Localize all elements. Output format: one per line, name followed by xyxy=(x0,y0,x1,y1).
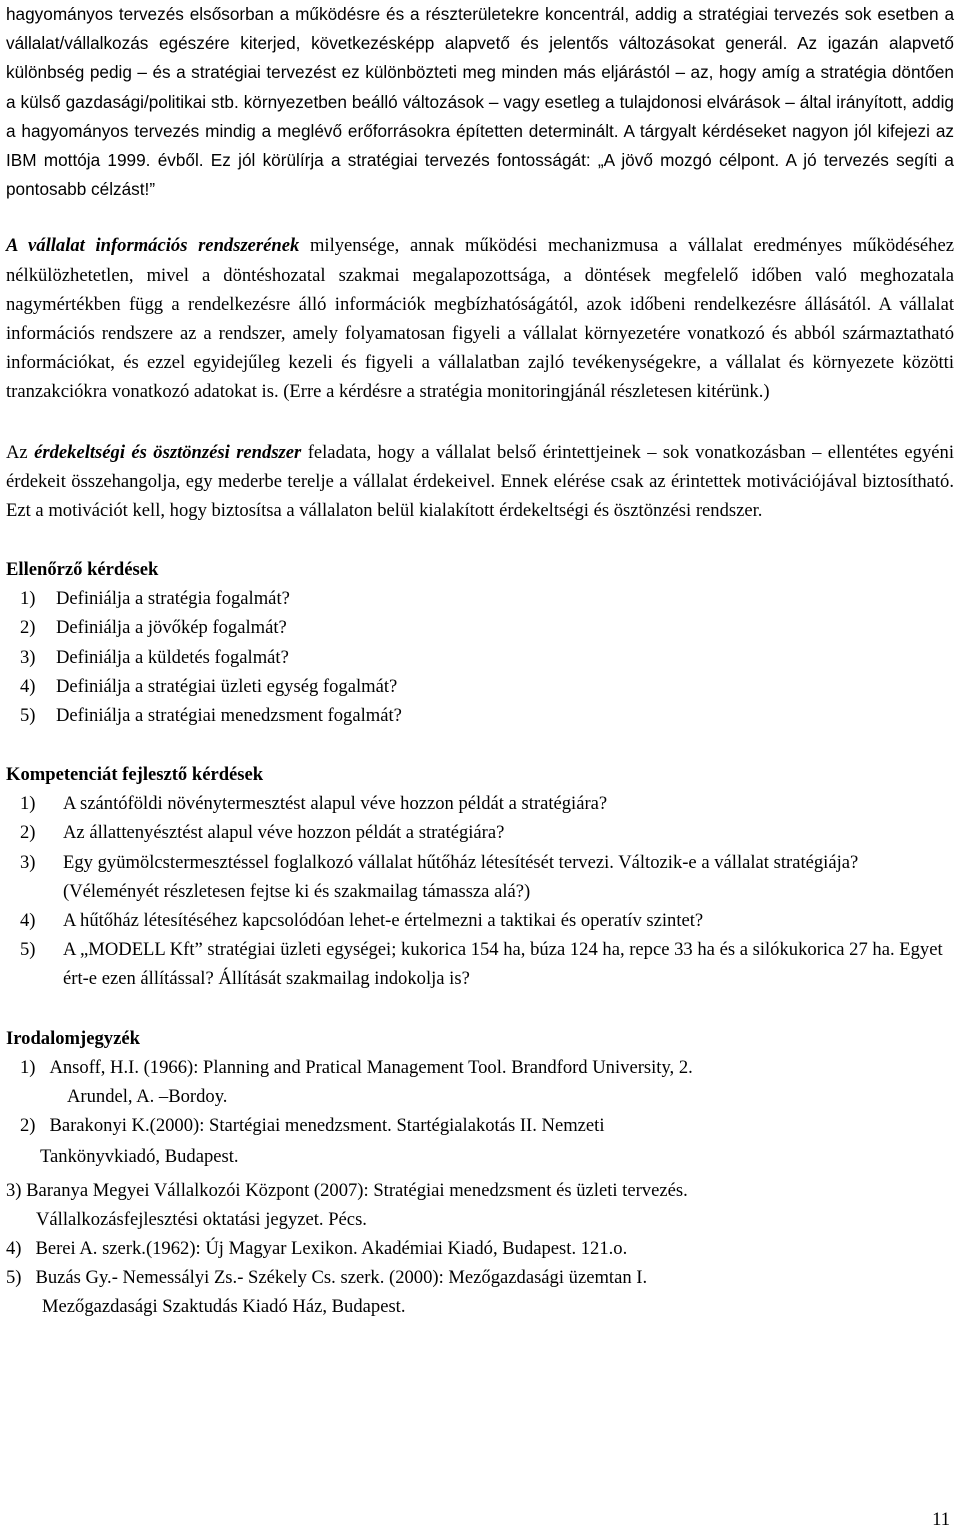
reference-line-2: Vállalkozásfejlesztési oktatási jegyzet. Pécs. xyxy=(36,1208,367,1230)
list-item xyxy=(6,672,954,701)
item-number: 3) xyxy=(6,1179,22,1201)
item-text: A „MODELL Kft” stratégiai üzleti egységei; kukorica 154 ha, búza 124 ha, repce 33 ha és a silókukorica 27 ha. Egyet ért-e ezen állítással? Állítását szakmailag indokolja is? xyxy=(63,939,943,990)
competence-questions-heading: Kompetenciát fejlesztő kérdések xyxy=(6,764,264,786)
item-number: 3) xyxy=(20,646,36,668)
check-questions-list xyxy=(6,584,954,730)
intro-paragraph xyxy=(6,0,954,204)
list-item xyxy=(6,643,954,672)
list-item xyxy=(6,935,954,993)
item-number: 5) xyxy=(6,1267,22,1289)
item-number: 4) xyxy=(20,675,36,697)
reference-item xyxy=(6,1053,954,1111)
reference-line-1: Baranya Megyei Vállalkozói Központ (2007): Stratégiai menedzsment és üzleti tervezés. xyxy=(26,1179,688,1201)
item-number: 1) xyxy=(20,588,36,610)
item-text: Egy gyümölcstermesztéssel foglalkozó vállalat hűtőház létesítését tervezi. Változik-e a vállalat stratégiája? (Véleményét részletesen fejtse ki és szakmailag támassza alá?) xyxy=(63,851,859,902)
item-number: 2) xyxy=(20,1115,36,1137)
intro-sentence-3: A tárgyalt kérdéseket nagyon jól kifejezi az IBM mottója 1999. évből. Ez jól körülírja a stratégiai tervezés fontosságát: „A jövő mozgó célpont. A jó tervezés segíti a pontosabb célzást!” xyxy=(6,120,954,200)
item-text: A hűtőház létesítéséhez kapcsolódóan lehet-e értelmezni a taktikai és operatív szintet? xyxy=(63,910,704,932)
incentive-prefix: Az xyxy=(6,441,35,463)
item-text: Az állattenyésztést alapul véve hozzon példát a stratégiára? xyxy=(63,822,505,844)
info-system-term: A vállalat információs rendszerének xyxy=(6,235,300,257)
reference-item xyxy=(6,1234,954,1263)
item-number: 5) xyxy=(20,705,36,727)
reference-item xyxy=(6,1263,954,1321)
list-item xyxy=(6,613,954,642)
reference-line-2: Mezőgazdasági Szaktudás Kiadó Ház, Budapest. xyxy=(42,1296,406,1318)
reference-line-2: Arundel, A. –Bordoy. xyxy=(67,1085,228,1107)
incentive-paragraph xyxy=(6,438,954,526)
item-number: 4) xyxy=(6,1237,22,1259)
reference-line-1: Buzás Gy.- Nemessályi Zs.- Székely Cs. szerk. (2000): Mezőgazdasági üzemtan I. xyxy=(35,1267,648,1289)
reference-line-1: Barakonyi K.(2000): Startégiai menedzsment. Startégialakotás II. Nemzeti xyxy=(49,1115,605,1137)
item-text: Definiálja a stratégia fogalmát? xyxy=(56,588,290,610)
reference-line-1: Ansoff, H.I. (1966): Planning and Pratical Management Tool. Brandford University, 2. xyxy=(49,1056,693,1078)
info-system-paragraph xyxy=(6,231,954,406)
item-text: Definiálja a jövőkép fogalmát? xyxy=(56,617,287,639)
list-item xyxy=(6,818,954,847)
list-item xyxy=(6,584,954,613)
list-item xyxy=(6,848,954,906)
item-number: 5) xyxy=(20,939,36,961)
item-number: 1) xyxy=(20,793,36,815)
list-item xyxy=(6,789,954,818)
intro-sentence-1: hagyományos tervezés elsősorban a működésre és a részterületekre koncentrál, addig a stratégiai tervezés sok esetben a vállalat/vállalkozás egészére kiterjed, következésképp alapvető és jelentős változásokat generál. xyxy=(6,4,954,54)
intro-sentence-2: Az igazán alapvető különbség pedig – és a stratégiai tervezést ez különbözteti meg minden más eljárástól – az, hogy amíg a stratégia döntően a külső gazdasági/politikai stb. környezetben beálló változások – vagy esetleg a tulajdonosi elvárások – által irányított, addig a hagyományos tervezés mindig a meglévő erőforrásokra építetten determinált. xyxy=(6,33,954,141)
incentive-text: feladata, hogy a vállalat belső érintettjeinek – sok vonatkozásban – ellentétes egyéni érdekeit összehangolja, egy mederbe terelje a vállalat érdekeivel. Ennek elérése csak az érintettek motivációjával biztosítható. Ezt a motivációt kell, hogy biztosítsa a vállalaton belül kialakított érdekeltségi és ösztönzési rendszer. xyxy=(6,441,954,522)
document-page xyxy=(6,0,954,1322)
competence-questions-list xyxy=(6,789,954,993)
item-number: 2) xyxy=(20,617,36,639)
incentive-term: érdekeltségi és ösztönzési rendszer xyxy=(34,441,302,463)
item-text: Definiálja a küldetés fogalmát? xyxy=(56,646,289,668)
reference-item xyxy=(6,1176,954,1234)
page-number: 11 xyxy=(932,1509,950,1530)
reference-line-2: Tankönyvkiadó, Budapest. xyxy=(40,1146,239,1168)
reference-item xyxy=(6,1111,954,1171)
references-list xyxy=(6,1053,954,1322)
check-questions-heading: Ellenőrző kérdések xyxy=(6,559,159,581)
references-heading: Irodalomjegyzék xyxy=(6,1027,140,1049)
item-number: 1) xyxy=(20,1056,36,1078)
info-system-text: milyensége, annak működési mechanizmusa a vállalat eredményes működéséhez nélkülözhetetlen, mivel a döntéshozatal szakmai megalapozottsága, a döntések megfelelő időben való meghozatala nagymértékben függ a rendelkezésre álló információk megbízhatóságától, azok időbeni rendelkezésre állásától. A vállalat információs rendszere az a rendszer, amely folyamatosan figyeli a vállalat környezetére vonatkozó és abból származtatható információkat, és ezzel egyidejűleg kezeli és figyeli a vállalatban zajló tevékenységekre, a vállalat és környezete közötti tranzakciókra vonatkozó adatokat is. (Erre a kérdésre a stratégia monitoringjánál részletesen kitérünk.) xyxy=(6,235,954,403)
reference-line-1: Berei A. szerk.(1962): Új Magyar Lexikon. Akadémiai Kiadó, Budapest. 121.o. xyxy=(35,1237,628,1259)
item-number: 4) xyxy=(20,910,36,932)
item-text: A szántóföldi növénytermesztést alapul véve hozzon példát a stratégiára? xyxy=(63,793,608,815)
item-text: Definiálja a stratégiai üzleti egység fogalmát? xyxy=(56,675,398,697)
item-text: Definiálja a stratégiai menedzsment fogalmát? xyxy=(56,705,402,727)
item-number: 2) xyxy=(20,822,36,844)
list-item xyxy=(6,701,954,730)
list-item xyxy=(6,906,954,935)
item-number: 3) xyxy=(20,851,36,873)
